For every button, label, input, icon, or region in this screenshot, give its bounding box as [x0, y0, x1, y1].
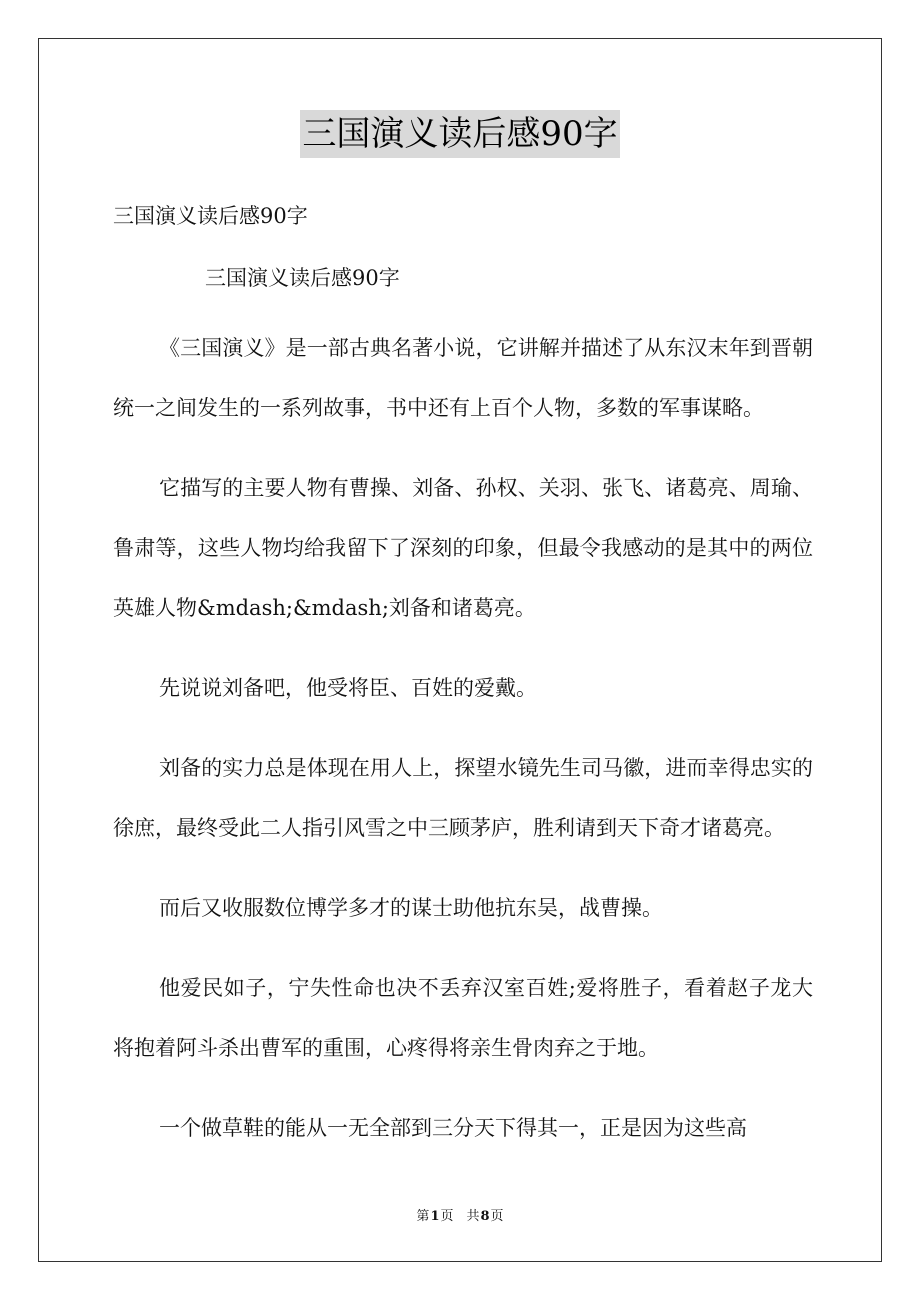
paragraph-5: 而后又收服数位博学多才的谋士助他抗东吴，战曹操。: [159, 896, 663, 920]
paragraph-7: 一个做草鞋的能从一无全部到三分天下得其一，正是因为这些高: [159, 1116, 747, 1140]
document-body: [113, 196, 813, 1158]
paragraph-3: 先说说刘备吧，他受将臣、百姓的爱戴。: [159, 676, 537, 700]
paragraph-6: 他爱民如子，宁失性命也决不丢弃汉室百姓;爱将胜子，看着赵子龙大将抱着阿斗杀出曹军的重围，心疼得将亲生骨肉弃之于地。: [113, 976, 813, 1060]
paragraph-2: 它描写的主要人物有曹操、刘备、孙权、关羽、张飞、诸葛亮、周瑜、鲁肃等，这些人物均给我留下了深刻的印象，但最令我感动的是其中的两位英雄人物&mdash;&mdash;刘备和诸葛亮。: [113, 476, 813, 620]
title-container: [0, 110, 920, 158]
footer-current-page: 1: [430, 1209, 440, 1224]
subtitle-line-1: 三国演义读后感90字: [113, 204, 308, 228]
page-footer: [0, 1205, 920, 1224]
footer-middle: 页 共: [440, 1209, 480, 1224]
paragraph-4: 刘备的实力总是体现在用人上，探望水镜先生司马徽，进而幸得忠实的徐庶，最终受此二人指引风雪之中三顾茅庐，胜利请到天下奇才诸葛亮。: [113, 756, 813, 840]
footer-suffix: 页: [490, 1209, 504, 1224]
document-title: 三国演义读后感90字: [300, 110, 619, 158]
footer-total-pages: 8: [480, 1209, 490, 1224]
footer-prefix: 第: [416, 1209, 430, 1224]
subtitle-line-2: 三国演义读后感90字: [205, 266, 400, 290]
paragraph-1: 《三国演义》是一部古典名著小说，它讲解并描述了从东汉末年到晋朝统一之间发生的一系列故事，书中还有上百个人物，多数的军事谋略。: [113, 336, 813, 420]
